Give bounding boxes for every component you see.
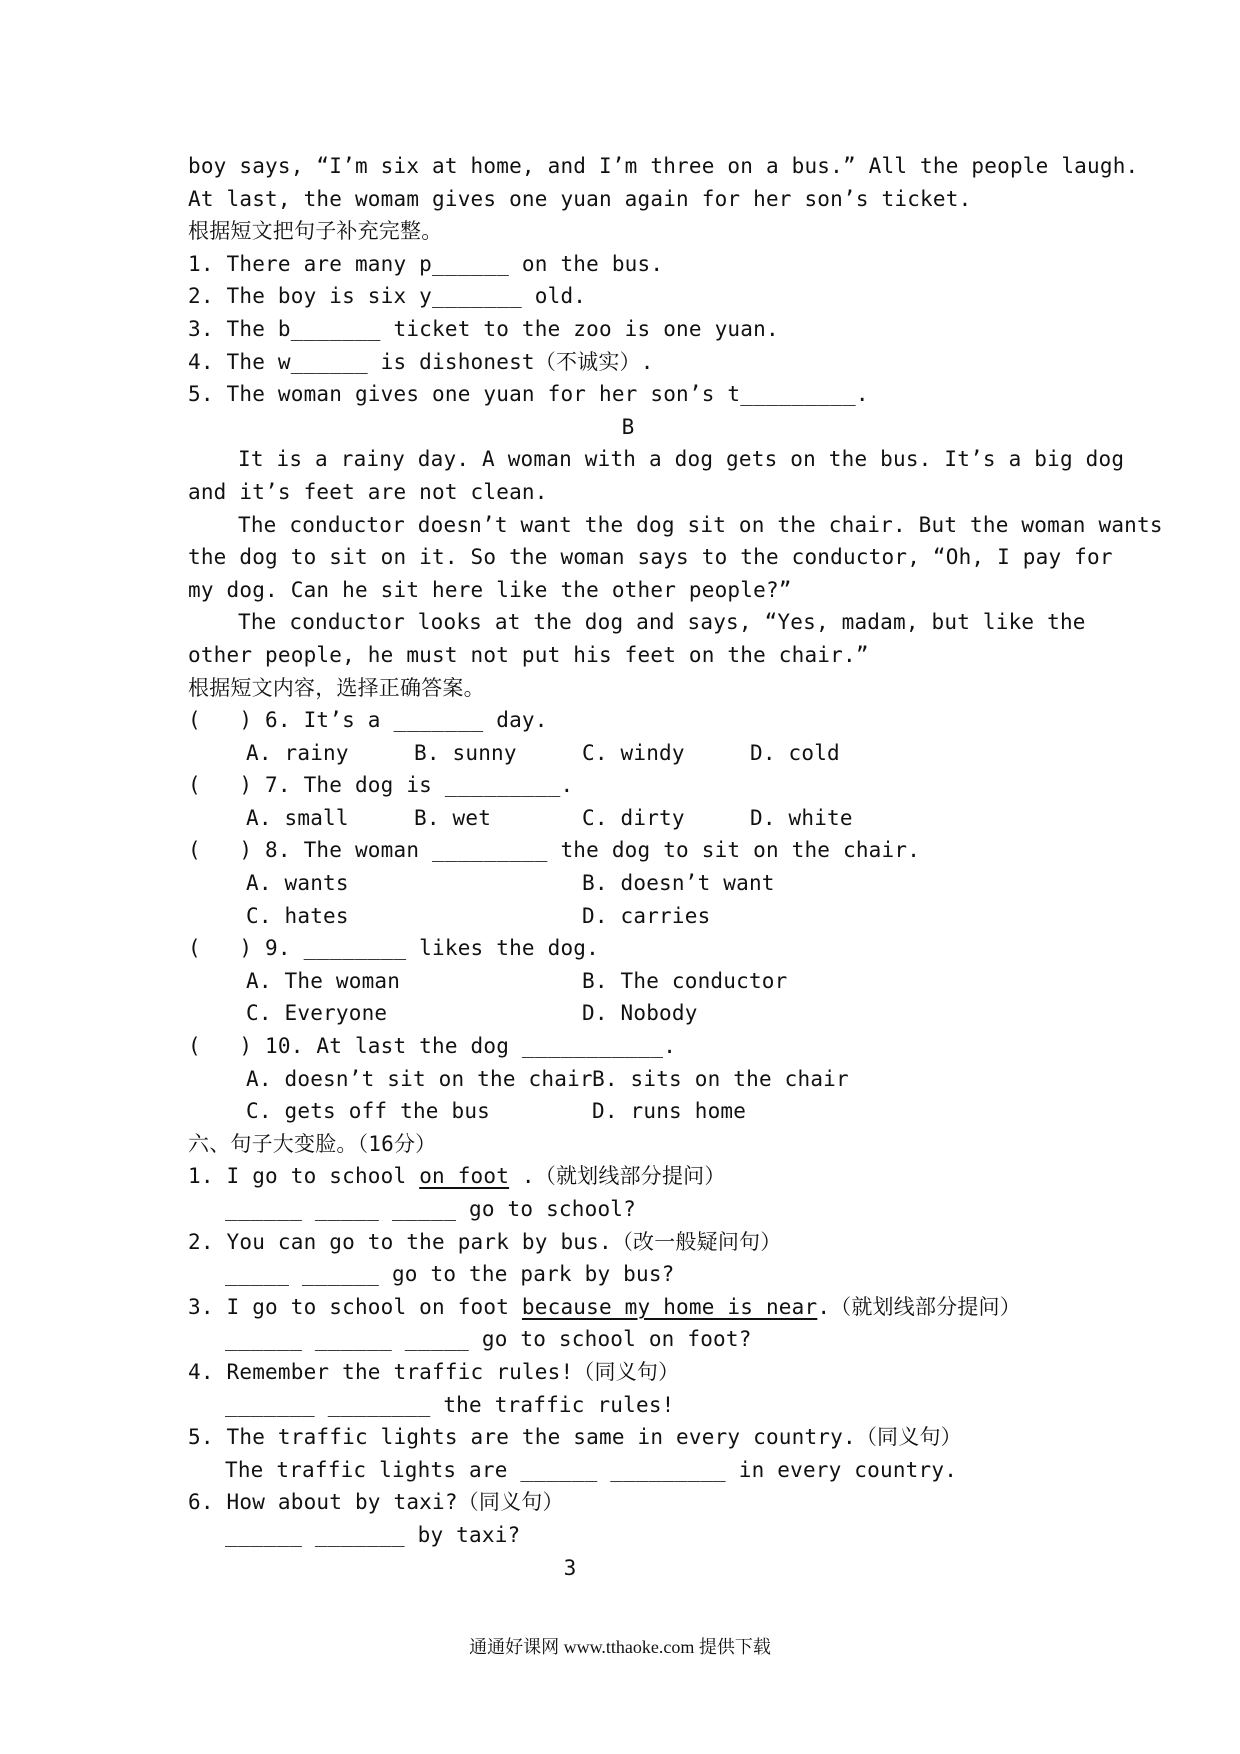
question-stem: ( ) 8. The woman _________ the dog to sit on the chair.	[188, 838, 921, 863]
sentence-text: I go to school	[226, 1164, 420, 1189]
item-number: 6.	[188, 1490, 214, 1515]
item-number: 1.	[188, 1164, 214, 1189]
option-b[interactable]: B. The conductor	[582, 968, 788, 993]
sentence-text: The traffic lights are the same in every country.（同义句）	[226, 1425, 962, 1450]
option-c[interactable]: C. gets off the bus	[246, 1099, 491, 1124]
item-number: 4.	[188, 1359, 214, 1384]
sentence-instruction: .（就划线部分提问）	[509, 1164, 726, 1189]
answer-blank-line[interactable]: The traffic lights are ______ _________ in every country.	[225, 1457, 958, 1482]
question-9	[188, 932, 1068, 1030]
fill-item: 4. The w______ is dishonest（不诚实）.	[188, 349, 654, 374]
option-c[interactable]: C. hates	[246, 903, 349, 928]
passage-line: At last, the womam gives one yuan again for her son’s ticket.	[188, 186, 972, 211]
answer-blank-line[interactable]: ______ ______ _____ go to school on foot?	[225, 1327, 752, 1352]
section-a	[188, 215, 1068, 411]
option-b[interactable]: B. sunny	[414, 740, 517, 765]
question-stem: ( ) 7. The dog is _________.	[188, 773, 574, 798]
section-six	[188, 1128, 1068, 1552]
transform-sentence	[188, 1291, 1068, 1324]
transform-item-2	[188, 1226, 1068, 1291]
passage-line: The conductor looks at the dog and says, “Yes, madam, but like the	[238, 610, 1086, 635]
options-row	[188, 1095, 1068, 1128]
fill-item: 2. The boy is six y_______ old.	[188, 284, 587, 309]
option-a[interactable]: A. doesn’t sit on the chair	[246, 1066, 593, 1091]
sentence-text: Remember the traffic rules!（同义句）	[226, 1359, 680, 1384]
passage-line: my dog. Can he sit here like the other people?”	[188, 577, 792, 602]
passage-b-paragraph	[188, 509, 1163, 607]
underlined-part: because my home is near	[521, 1294, 818, 1319]
page-number: 3	[563, 1556, 577, 1580]
section-b-instruction: 根据短文内容，选择正确答案。	[188, 675, 485, 700]
question-10	[188, 1030, 1068, 1128]
passage-line: It is a rainy day. A woman with a dog gets on the bus. It’s a big dog	[238, 447, 1125, 472]
footer-text: 通通好课网 www.tthaoke.com 提供下载	[469, 1637, 771, 1657]
sentence-text: You can go to the park by bus.（改一般疑问句）	[226, 1229, 782, 1254]
sentence-instruction: .（就划线部分提问）	[817, 1294, 1021, 1319]
options-row	[188, 997, 1068, 1030]
options-row	[188, 965, 1068, 998]
transform-item-5	[188, 1421, 1068, 1486]
answer-blank-line[interactable]: ______ _______ by taxi?	[225, 1522, 521, 1547]
option-d[interactable]: D. cold	[750, 740, 840, 765]
passage-line: other people, he must not put his feet on the chair.”	[188, 642, 869, 667]
option-d[interactable]: D. carries	[582, 903, 711, 928]
passage-line: boy says, “I’m six at home, and I’m three on a bus.” All the people laugh.	[188, 154, 1139, 178]
transform-sentence	[188, 1356, 1068, 1389]
question-stem: ( ) 9. ________ likes the dog.	[188, 936, 599, 961]
option-c[interactable]: C. dirty	[582, 805, 685, 830]
question-stem: ( ) 6. It’s a _______ day.	[188, 708, 548, 733]
option-d[interactable]: D. white	[750, 805, 853, 830]
option-a[interactable]: A. rainy	[246, 740, 349, 765]
passage-line: the dog to sit on it. So the woman says to the conductor, “Oh, I pay for	[188, 545, 1113, 570]
option-c[interactable]: C. Everyone	[246, 1001, 388, 1026]
fill-item: 1. There are many p______ on the bus.	[188, 251, 664, 276]
transform-item-1	[188, 1160, 1068, 1225]
worksheet-content	[188, 150, 1163, 1552]
options-row	[188, 737, 1068, 770]
passage-a-tail	[188, 150, 1139, 215]
fill-item: 5. The woman gives one yuan for her son’s t_________.	[188, 382, 869, 407]
question-stem: ( ) 10. At last the dog ___________.	[188, 1034, 677, 1059]
answer-blank-line[interactable]: _____ ______ go to the park by bus?	[225, 1262, 675, 1287]
question-7	[188, 769, 1068, 834]
options-row	[188, 867, 1068, 900]
section-six-title: 六、句子大变脸。（16分）	[188, 1131, 437, 1156]
option-d[interactable]: D. runs home	[592, 1099, 747, 1124]
passage-line: The conductor doesn’t want the dog sit on the chair. But the woman wants	[238, 512, 1163, 537]
question-8	[188, 834, 1068, 932]
transform-sentence	[188, 1160, 1068, 1193]
option-a[interactable]: A. small	[246, 805, 349, 830]
sentence-text: How about by taxi?（同义句）	[226, 1490, 564, 1515]
options-row	[188, 900, 1068, 933]
transform-item-6	[188, 1486, 1068, 1551]
option-b[interactable]: B. wet	[414, 805, 492, 830]
section-a-instruction: 根据短文把句子补充完整。	[188, 219, 443, 244]
transform-item-3	[188, 1291, 1068, 1356]
item-number: 3.	[188, 1294, 214, 1319]
item-number: 5.	[188, 1425, 214, 1450]
option-b[interactable]: B. doesn’t want	[582, 871, 775, 896]
underlined-part: on foot	[419, 1164, 510, 1189]
option-b[interactable]: B. sits on the chair	[592, 1066, 849, 1091]
option-c[interactable]: C. windy	[582, 740, 685, 765]
answer-blank-line[interactable]: _______ ________ the traffic rules!	[225, 1392, 675, 1417]
question-6	[188, 704, 1068, 769]
sentence-text: I go to school on foot	[226, 1294, 522, 1319]
transform-sentence	[188, 1421, 1068, 1454]
option-d[interactable]: D. Nobody	[582, 1001, 698, 1026]
passage-b-heading: B	[621, 414, 635, 439]
answer-blank-line[interactable]: ______ _____ _____ go to school?	[225, 1197, 636, 1221]
section-b	[188, 672, 1068, 1128]
transform-sentence	[188, 1486, 1068, 1519]
passage-b-paragraph	[188, 443, 1125, 508]
passage-b	[188, 411, 1163, 672]
transform-item-4	[188, 1356, 1068, 1421]
fill-item: 3. The b_______ ticket to the zoo is one yuan.	[188, 316, 779, 341]
options-row	[188, 802, 1068, 835]
passage-line: and it’s feet are not clean.	[188, 479, 548, 504]
passage-b-paragraph	[188, 606, 1086, 671]
item-number: 2.	[188, 1229, 214, 1254]
options-row	[188, 1063, 1068, 1096]
option-a[interactable]: A. wants	[246, 871, 349, 896]
transform-sentence	[188, 1226, 1068, 1259]
option-a[interactable]: A. The woman	[246, 968, 401, 993]
